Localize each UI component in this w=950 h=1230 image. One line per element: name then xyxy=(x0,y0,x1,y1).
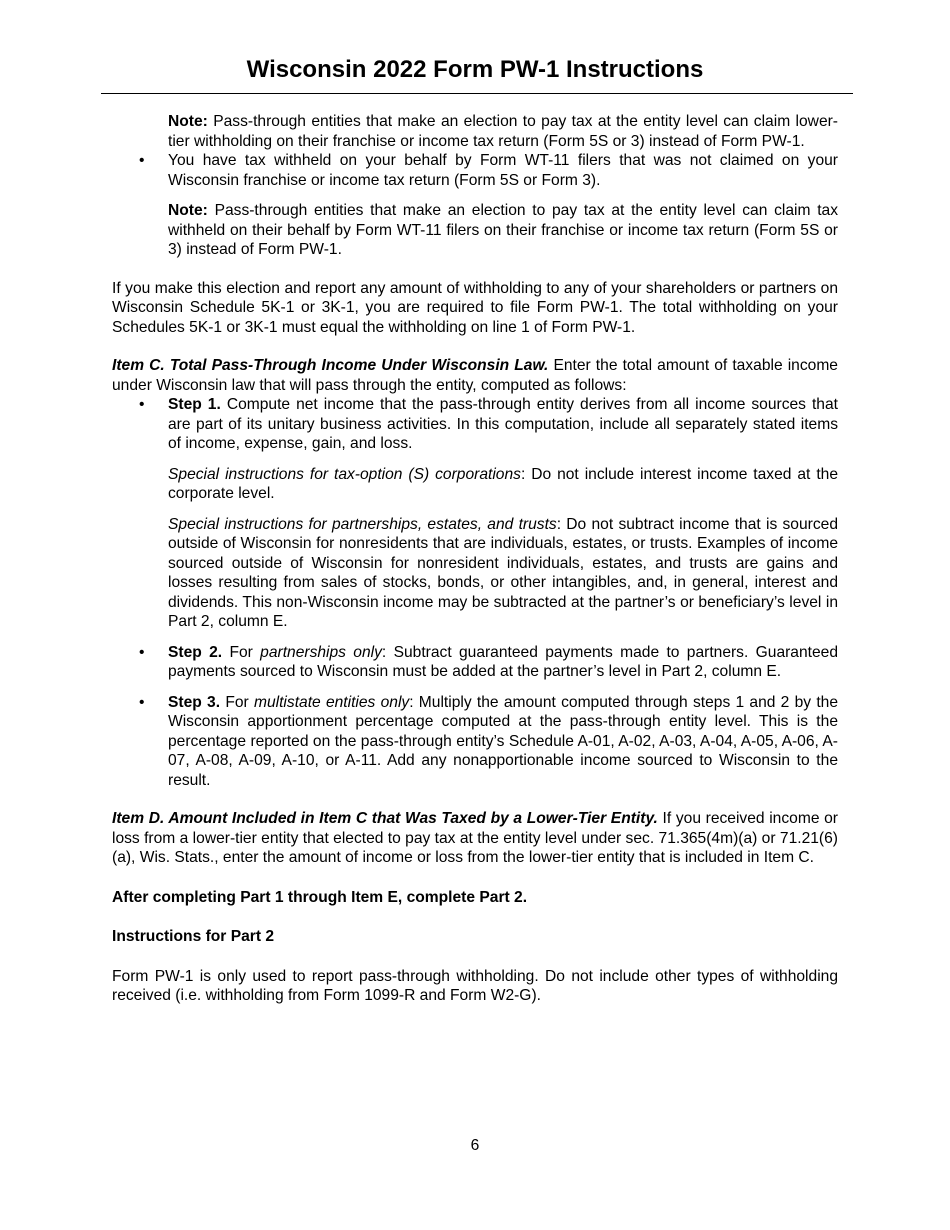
note-wt11 xyxy=(168,201,838,260)
step-label: Step 2. xyxy=(168,643,223,661)
list-item-step-2 xyxy=(139,643,838,682)
page-content xyxy=(112,112,838,1006)
step-pre: For xyxy=(220,693,254,711)
item-c-text: Enter the total amount of taxable income under Wisconsin law that will pass through the entity, computed as follows: xyxy=(112,357,838,394)
step-italic: multistate entities only xyxy=(253,693,410,711)
special-label: Special instructions for tax-option (S) corporations xyxy=(168,465,521,483)
step-body: : Subtract guaranteed payments made to partners. Guaranteed payments sourced to Wisconsin must be added at the partner’s level in Part 2, column E. xyxy=(168,643,838,680)
list-item-step-1 xyxy=(139,395,838,632)
step-1-text xyxy=(168,395,838,454)
list-item-step-3 xyxy=(139,693,839,791)
step-italic: partnerships only xyxy=(260,643,382,661)
election-paragraph: If you make this election and report any amount of withholding to any of your shareholders or partners on Wisconsin Schedule 5K-1 or 3K-1, you are required to file Form PW-1. The total withholding on your Schedules 5K-1 or 3K-1 must equal the withholding on line 1 of Form PW-1. xyxy=(112,279,838,336)
step-2-text xyxy=(168,643,838,682)
special-instructions-s-corp xyxy=(168,465,838,504)
item-d-paragraph xyxy=(112,809,838,868)
after-completing-heading: After completing Part 1 through Item E, complete Part 2. xyxy=(112,888,528,906)
note-label: Note: xyxy=(168,202,208,219)
part-2-paragraph: Form PW-1 is only used to report pass-through withholding. Do not include other types of withholding received (i.e. withholding from Form 1099-R and Form W2-G). xyxy=(112,967,838,1004)
note-text: Pass-through entities that make an election to pay tax at the entity level can claim lower-tier withholding on their franchise or income tax return (Form 5S or 3) instead of Form PW-1. xyxy=(168,113,838,150)
step-body: Compute net income that the pass-through entity derives from all income sources that are part of its unitary business activities. In this computation, include all separately stated items of income, expense, gain, and loss. xyxy=(168,396,838,452)
note-text: Pass-through entities that make an election to pay tax at the entity level can claim tax withheld on their behalf by Form WT-11 filers on their franchise or income tax return (Form 5S or 3) instead of Form PW-1. xyxy=(168,202,838,258)
special-text: : Do not subtract income that is sourced outside of Wisconsin for nonresidents that are individuals, estates, or trusts. Examples of income sourced outside of Wisconsin for nonresident individuals, estates, and trusts are gains and losses resulting from sales of stocks, bonds, or other intangibles, and, in general, interest and dividends. This non-Wisconsin income may be subtracted at the partner’s or beneficiary’s level in Part 2, column E. xyxy=(168,515,838,630)
step-body: : Multiply the amount computed through steps 1 and 2 by the Wisconsin apportionment percentage computed at the pass-through entity level. This is the percentage reported on the pass-through entity’s Schedule A-01, A-02, A-03, A-04, A-05, A-06, A-07, A-08, A-09, A-10, or A-11. Add any nonapportionable income sourced to Wisconsin to the result. xyxy=(168,693,839,789)
page-number: 6 xyxy=(470,1137,480,1154)
list-item-wt11 xyxy=(139,151,838,260)
note-label: Note: xyxy=(168,113,208,130)
page-title: Wisconsin 2022 Form PW-1 Instructions xyxy=(246,56,704,83)
list-item-text: You have tax withheld on your behalf by Form WT-11 filers that was not claimed on your Wisconsin franchise or income tax return (Form 5S or Form 3). xyxy=(168,152,838,189)
step-3-text xyxy=(168,693,838,791)
step-label: Step 3. xyxy=(168,693,221,711)
wt11-list xyxy=(112,151,838,260)
steps-list xyxy=(112,395,838,790)
item-c-heading: Item C. Total Pass-Through Income Under Wisconsin Law. xyxy=(112,357,549,374)
item-d-text: If you received income or loss from a lower-tier entity that elected to pay tax at the entity level under sec. 71.365(4m)(a) or 71.21(6)(a), Wis. Stats., enter the amount of income or loss from the lower-tier entity that is included in Item C. xyxy=(112,810,838,866)
bullet-icon: • xyxy=(139,693,145,711)
special-label: Special instructions for partnerships, estates, and trusts xyxy=(168,515,557,533)
note-lower-tier xyxy=(168,112,838,151)
title-rule xyxy=(101,93,853,94)
special-instructions-partnerships xyxy=(168,515,838,632)
bullet-icon: • xyxy=(139,643,145,661)
part-2-heading: Instructions for Part 2 xyxy=(112,928,275,945)
item-d-heading: Item D. Amount Included in Item C that Was Taxed by a Lower-Tier Entity. xyxy=(112,810,658,827)
bullet-icon: • xyxy=(139,152,145,169)
special-text: : Do not include interest income taxed at the corporate level. xyxy=(168,465,838,502)
step-label: Step 1. xyxy=(168,396,221,413)
bullet-icon: • xyxy=(139,396,145,413)
item-c-paragraph xyxy=(112,356,838,395)
step-pre: For xyxy=(222,643,261,661)
